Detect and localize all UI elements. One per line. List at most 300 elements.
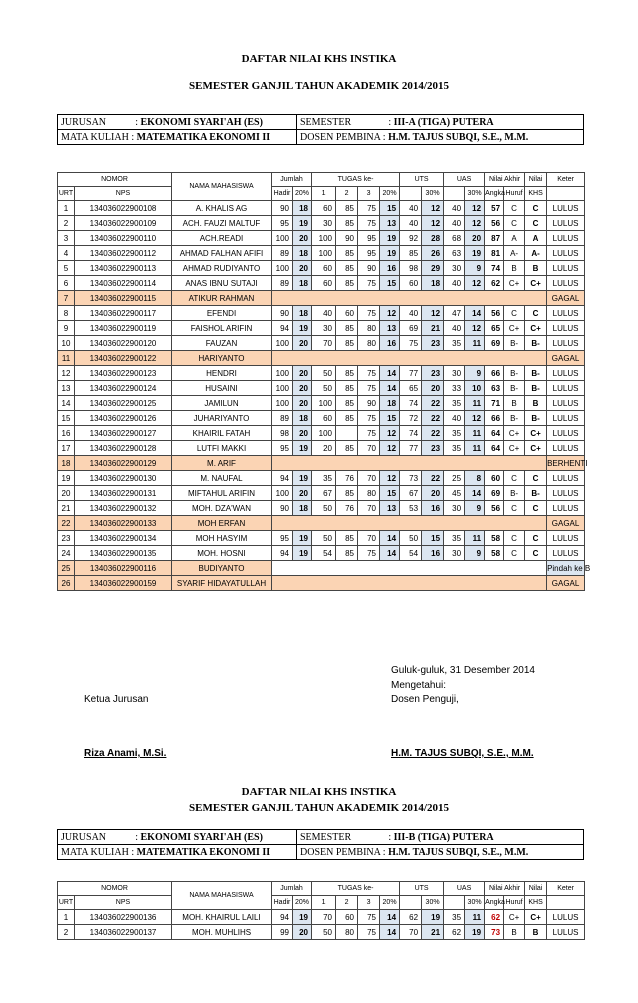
cell-uas-pct: 14 bbox=[465, 306, 485, 321]
cell-nps: 134036022900130 bbox=[75, 471, 172, 486]
cell-urt: 1 bbox=[58, 910, 75, 925]
cell-name: JUHARIYANTO bbox=[172, 411, 272, 426]
cell-name: JAMILUN bbox=[172, 396, 272, 411]
header-row-2 bbox=[58, 187, 585, 201]
mengetahui-label: Mengetahui: bbox=[391, 680, 447, 691]
semester-value: III-A (TIGA) PUTERA bbox=[393, 116, 494, 128]
cell-keterangan: LULUS bbox=[547, 201, 585, 216]
cell-huruf: C bbox=[504, 531, 525, 546]
cell-nps: 134036022900125 bbox=[75, 396, 172, 411]
cell-uas: 63 bbox=[444, 246, 465, 261]
cell-khs: B- bbox=[525, 486, 547, 501]
table-row bbox=[58, 910, 585, 925]
cell-tugas-pct: 15 bbox=[380, 276, 400, 291]
cell-tugas-2: 80 bbox=[336, 925, 358, 940]
cell-uts: 85 bbox=[400, 246, 422, 261]
cell-empty bbox=[272, 516, 547, 531]
cell-tugas-pct: 14 bbox=[380, 366, 400, 381]
cell-nps: 134036022900120 bbox=[75, 336, 172, 351]
cell-tugas-3: 80 bbox=[358, 336, 380, 351]
cell-nps: 134036022900115 bbox=[75, 291, 172, 306]
cell-uts: 77 bbox=[400, 366, 422, 381]
cell-name: A. KHALIS AG bbox=[172, 201, 272, 216]
cell-nps: 134036022900159 bbox=[75, 576, 172, 591]
cell-tugas-2: 85 bbox=[336, 441, 358, 456]
cell-khs: C+ bbox=[525, 426, 547, 441]
cell-keterangan: LULUS bbox=[547, 246, 585, 261]
cell-name: M. NAUFAL bbox=[172, 471, 272, 486]
cell-uts-pct: 20 bbox=[422, 486, 444, 501]
col-tugas-1: 1 bbox=[312, 187, 336, 201]
col-uts: UTS bbox=[400, 882, 444, 896]
table-row bbox=[58, 576, 585, 591]
cell-uas: 35 bbox=[444, 336, 465, 351]
cell-hadir: 95 bbox=[272, 441, 293, 456]
cell-angka: 66 bbox=[485, 366, 504, 381]
cell-uas-pct: 12 bbox=[465, 321, 485, 336]
cell-urt: 17 bbox=[58, 441, 75, 456]
table-row bbox=[58, 351, 585, 366]
cell-tugas-2: 76 bbox=[336, 501, 358, 516]
cell-urt: 8 bbox=[58, 306, 75, 321]
cell-tugas-pct: 16 bbox=[380, 336, 400, 351]
cell-khs: C bbox=[525, 216, 547, 231]
cell-angka: 64 bbox=[485, 426, 504, 441]
semester-value-b: III-B (TIGA) PUTERA bbox=[393, 831, 494, 843]
cell-khs: C+ bbox=[525, 276, 547, 291]
cell-angka: 66 bbox=[485, 411, 504, 426]
col-nomor: NOMOR bbox=[58, 173, 172, 187]
cell-name: AHMAD RUDIYANTO bbox=[172, 261, 272, 276]
cell-uas: 30 bbox=[444, 366, 465, 381]
cell-uts-pct: 21 bbox=[422, 321, 444, 336]
cell-tugas-1: 40 bbox=[312, 306, 336, 321]
table-row bbox=[58, 321, 585, 336]
cell-uas: 35 bbox=[444, 426, 465, 441]
cell-uts-pct: 16 bbox=[422, 546, 444, 561]
cell-tugas-1: 60 bbox=[312, 276, 336, 291]
cell-nps: 134036022900119 bbox=[75, 321, 172, 336]
cell-tugas-3: 95 bbox=[358, 231, 380, 246]
cell-huruf: C+ bbox=[504, 910, 525, 925]
cell-keterangan: GAGAL bbox=[547, 516, 585, 531]
cell-uts: 40 bbox=[400, 201, 422, 216]
cell-uts-pct: 16 bbox=[422, 501, 444, 516]
cell-huruf: C bbox=[504, 201, 525, 216]
cell-hadir: 100 bbox=[272, 231, 293, 246]
cell-uas-pct: 10 bbox=[465, 381, 485, 396]
cell-urt: 9 bbox=[58, 321, 75, 336]
cell-keterangan: LULUS bbox=[547, 216, 585, 231]
cell-huruf: C bbox=[504, 546, 525, 561]
cell-tugas-3: 75 bbox=[358, 201, 380, 216]
cell-tugas-3: 70 bbox=[358, 501, 380, 516]
cell-uts-pct: 22 bbox=[422, 396, 444, 411]
cell-name: MIFTAHUL ARIFIN bbox=[172, 486, 272, 501]
col-keterangan bbox=[547, 896, 585, 910]
table-row bbox=[58, 925, 585, 940]
ketua-jurusan-label: Ketua Jurusan bbox=[84, 694, 149, 705]
cell-name: ACH.READI bbox=[172, 231, 272, 246]
cell-name: SYARIF HIDAYATULLAH bbox=[172, 576, 272, 591]
cell-uts-pct: 29 bbox=[422, 261, 444, 276]
cell-tugas-1: 50 bbox=[312, 381, 336, 396]
cell-keterangan: LULUS bbox=[547, 231, 585, 246]
col-uas-pct: 30% bbox=[465, 187, 485, 201]
cell-name: ANAS IBNU SUTAJI bbox=[172, 276, 272, 291]
col-huruf: Huruf bbox=[504, 896, 525, 910]
cell-uts-pct: 22 bbox=[422, 426, 444, 441]
cell-urt: 2 bbox=[58, 216, 75, 231]
cell-tugas-2: 85 bbox=[336, 246, 358, 261]
penguji-name: H.M. TAJUS SUBQI, S.E., M.M. bbox=[391, 748, 534, 759]
cell-tugas-pct: 12 bbox=[380, 471, 400, 486]
cell-keterangan: LULUS bbox=[547, 531, 585, 546]
col-keter: Keter bbox=[547, 882, 585, 896]
cell-tugas-1: 20 bbox=[312, 441, 336, 456]
cell-uts: 60 bbox=[400, 276, 422, 291]
cell-huruf: C+ bbox=[504, 441, 525, 456]
cell-tugas-3: 70 bbox=[358, 471, 380, 486]
cell-hadir: 94 bbox=[272, 546, 293, 561]
cell-tugas-3: 70 bbox=[358, 531, 380, 546]
cell-keterangan: Pindah ke B bbox=[547, 561, 585, 576]
cell-tugas-pct: 14 bbox=[380, 531, 400, 546]
cell-nps: 134036022900113 bbox=[75, 261, 172, 276]
cell-khs: B bbox=[525, 261, 547, 276]
cell-empty bbox=[272, 561, 547, 576]
table-row bbox=[58, 261, 585, 276]
doc-title-2: DAFTAR NILAI KHS INSTIKA bbox=[241, 786, 397, 798]
table-row bbox=[58, 501, 585, 516]
table-row bbox=[58, 561, 585, 576]
cell-nps: 134036022900127 bbox=[75, 426, 172, 441]
cell-nps: 134036022900117 bbox=[75, 306, 172, 321]
cell-nps: 134036022900109 bbox=[75, 216, 172, 231]
cell-hadir: 100 bbox=[272, 381, 293, 396]
cell-tugas-3: 75 bbox=[358, 546, 380, 561]
cell-angka: 56 bbox=[485, 501, 504, 516]
cell-uts: 92 bbox=[400, 231, 422, 246]
col-nilai: Nilai bbox=[525, 173, 547, 187]
cell-nps: 134036022900129 bbox=[75, 456, 172, 471]
cell-keterangan: BERHENTI bbox=[547, 456, 585, 471]
cell-uas-pct: 12 bbox=[465, 216, 485, 231]
cell-uts: 74 bbox=[400, 396, 422, 411]
jurusan-cell-b: JURUSAN : EKONOMI SYARI'AH (ES) bbox=[58, 830, 297, 845]
cell-uts-pct: 22 bbox=[422, 411, 444, 426]
col-uts-score bbox=[400, 187, 422, 201]
cell-huruf: B bbox=[504, 261, 525, 276]
cell-hadir-pct: 19 bbox=[293, 216, 312, 231]
cell-tugas-3: 75 bbox=[358, 381, 380, 396]
cell-uts-pct: 19 bbox=[422, 910, 444, 925]
cell-huruf: A bbox=[504, 231, 525, 246]
cell-uas: 45 bbox=[444, 486, 465, 501]
cell-tugas-1: 30 bbox=[312, 216, 336, 231]
cell-huruf: B- bbox=[504, 366, 525, 381]
cell-tugas-2: 85 bbox=[336, 531, 358, 546]
cell-nps: 134036022900133 bbox=[75, 516, 172, 531]
cell-keterangan: LULUS bbox=[547, 306, 585, 321]
col-khs: KHS bbox=[525, 187, 547, 201]
cell-name: EFENDI bbox=[172, 306, 272, 321]
cell-tugas-2: 85 bbox=[336, 276, 358, 291]
cell-uas: 35 bbox=[444, 531, 465, 546]
cell-urt: 7 bbox=[58, 291, 75, 306]
col-nps: NPS bbox=[75, 187, 172, 201]
cell-hadir: 98 bbox=[272, 426, 293, 441]
cell-hadir: 89 bbox=[272, 246, 293, 261]
info-table-a bbox=[57, 114, 584, 145]
cell-urt: 5 bbox=[58, 261, 75, 276]
col-uts: UTS bbox=[400, 173, 444, 187]
cell-tugas-1: 67 bbox=[312, 486, 336, 501]
doc-subtitle: SEMESTER GANJIL TAHUN AKADEMIK 2014/2015 bbox=[189, 80, 449, 92]
cell-tugas-pct: 14 bbox=[380, 381, 400, 396]
cell-uas-pct: 9 bbox=[465, 546, 485, 561]
cell-hadir-pct: 20 bbox=[293, 396, 312, 411]
col-khs: KHS bbox=[525, 896, 547, 910]
col-hadir: Hadir bbox=[272, 896, 293, 910]
table-row bbox=[58, 441, 585, 456]
col-uas: UAS bbox=[444, 173, 485, 187]
cell-name: ATIKUR RAHMAN bbox=[172, 291, 272, 306]
cell-uas-pct: 19 bbox=[465, 925, 485, 940]
cell-hadir-pct: 20 bbox=[293, 381, 312, 396]
cell-hadir-pct: 19 bbox=[293, 441, 312, 456]
cell-uas: 35 bbox=[444, 910, 465, 925]
cell-nps: 134036022900137 bbox=[75, 925, 172, 940]
cell-uas-pct: 9 bbox=[465, 501, 485, 516]
cell-hadir: 94 bbox=[272, 321, 293, 336]
cell-hadir-pct: 18 bbox=[293, 201, 312, 216]
cell-angka: 58 bbox=[485, 546, 504, 561]
cell-hadir-pct: 18 bbox=[293, 246, 312, 261]
semester-cell-b: SEMESTER : III-B (TIGA) PUTERA bbox=[297, 830, 584, 845]
cell-tugas-3: 95 bbox=[358, 246, 380, 261]
cell-urt: 25 bbox=[58, 561, 75, 576]
table-row bbox=[58, 246, 585, 261]
cell-hadir-pct: 19 bbox=[293, 546, 312, 561]
cell-tugas-3: 80 bbox=[358, 486, 380, 501]
col-keterangan bbox=[547, 187, 585, 201]
cell-hadir-pct: 20 bbox=[293, 486, 312, 501]
cell-uas: 40 bbox=[444, 411, 465, 426]
cell-angka: 56 bbox=[485, 216, 504, 231]
cell-name: AHMAD FALHAN AFIFI bbox=[172, 246, 272, 261]
cell-uas-pct: 12 bbox=[465, 411, 485, 426]
cell-uas-pct: 14 bbox=[465, 486, 485, 501]
cell-huruf: C+ bbox=[504, 426, 525, 441]
cell-angka: 87 bbox=[485, 231, 504, 246]
cell-khs: C+ bbox=[525, 441, 547, 456]
cell-huruf: A- bbox=[504, 246, 525, 261]
cell-nps: 134036022900123 bbox=[75, 366, 172, 381]
cell-uas: 35 bbox=[444, 441, 465, 456]
cell-tugas-3: 75 bbox=[358, 216, 380, 231]
cell-uts: 72 bbox=[400, 411, 422, 426]
dosen-cell-b: DOSEN PEMBINA : H.M. TAJUS SUBQI, S.E., M.M. bbox=[297, 845, 584, 860]
table-row bbox=[58, 201, 585, 216]
cell-tugas-1: 35 bbox=[312, 471, 336, 486]
cell-angka: 65 bbox=[485, 321, 504, 336]
table-row bbox=[58, 381, 585, 396]
dosen-value: H.M. TAJUS SUBQI, S.E., M.M. bbox=[388, 131, 529, 143]
cell-khs: C bbox=[525, 531, 547, 546]
cell-hadir: 100 bbox=[272, 486, 293, 501]
jurusan-value-b: EKONOMI SYARI'AH (ES) bbox=[140, 831, 263, 843]
col-nilai-akhir: Nilai Akhir bbox=[485, 882, 525, 896]
cell-tugas-pct: 12 bbox=[380, 306, 400, 321]
cell-hadir-pct: 20 bbox=[293, 925, 312, 940]
cell-hadir: 94 bbox=[272, 471, 293, 486]
mata-kuliah-cell-b: MATA KULIAH : MATEMATIKA EKONOMI II bbox=[58, 845, 297, 860]
cell-uts-pct: 23 bbox=[422, 366, 444, 381]
cell-uts: 65 bbox=[400, 381, 422, 396]
cell-uas: 30 bbox=[444, 501, 465, 516]
cell-khs: C bbox=[525, 201, 547, 216]
cell-angka: 73 bbox=[485, 925, 504, 940]
col-uas: UAS bbox=[444, 882, 485, 896]
cell-uts: 62 bbox=[400, 910, 422, 925]
cell-tugas-1: 50 bbox=[312, 925, 336, 940]
table-row bbox=[58, 276, 585, 291]
cell-tugas-pct: 14 bbox=[380, 546, 400, 561]
cell-tugas-3: 75 bbox=[358, 306, 380, 321]
cell-huruf: C bbox=[504, 306, 525, 321]
cell-tugas-2: 85 bbox=[336, 396, 358, 411]
cell-huruf: B- bbox=[504, 411, 525, 426]
cell-uts-pct: 28 bbox=[422, 231, 444, 246]
cell-hadir-pct: 19 bbox=[293, 471, 312, 486]
cell-urt: 16 bbox=[58, 426, 75, 441]
cell-uas: 30 bbox=[444, 546, 465, 561]
cell-tugas-1: 100 bbox=[312, 426, 336, 441]
cell-urt: 24 bbox=[58, 546, 75, 561]
cell-uts-pct: 18 bbox=[422, 276, 444, 291]
cell-khs: C+ bbox=[525, 910, 547, 925]
cell-keterangan: LULUS bbox=[547, 336, 585, 351]
cell-urt: 26 bbox=[58, 576, 75, 591]
cell-tugas-3: 75 bbox=[358, 276, 380, 291]
col-tugas: TUGAS ke- bbox=[312, 173, 400, 187]
cell-uas-pct: 11 bbox=[465, 910, 485, 925]
col-jumlah: Jumlah bbox=[272, 173, 312, 187]
col-nama: NAMA MAHASISWA bbox=[172, 173, 272, 201]
cell-urt: 11 bbox=[58, 351, 75, 366]
cell-keterangan: LULUS bbox=[547, 381, 585, 396]
cell-uas-pct: 11 bbox=[465, 336, 485, 351]
cell-tugas-2: 85 bbox=[336, 366, 358, 381]
cell-uts-pct: 22 bbox=[422, 471, 444, 486]
cell-uts: 40 bbox=[400, 306, 422, 321]
cell-tugas-1: 100 bbox=[312, 231, 336, 246]
col-hadir-pct: 20% bbox=[293, 896, 312, 910]
col-urt: URT bbox=[58, 896, 75, 910]
cell-urt: 13 bbox=[58, 381, 75, 396]
cell-hadir: 94 bbox=[272, 910, 293, 925]
cell-hadir: 90 bbox=[272, 306, 293, 321]
cell-uts-pct: 15 bbox=[422, 531, 444, 546]
cell-uas-pct: 12 bbox=[465, 276, 485, 291]
jurusan-value: EKONOMI SYARI'AH (ES) bbox=[140, 116, 263, 128]
cell-tugas-1: 60 bbox=[312, 201, 336, 216]
cell-uas: 33 bbox=[444, 381, 465, 396]
cell-tugas-3: 90 bbox=[358, 261, 380, 276]
cell-name: FAUZAN bbox=[172, 336, 272, 351]
cell-urt: 21 bbox=[58, 501, 75, 516]
cell-khs: B- bbox=[525, 336, 547, 351]
cell-empty bbox=[272, 351, 547, 366]
cell-huruf: C bbox=[504, 471, 525, 486]
cell-name: HUSAINI bbox=[172, 381, 272, 396]
cell-nps: 134036022900108 bbox=[75, 201, 172, 216]
cell-tugas-2: 85 bbox=[336, 411, 358, 426]
cell-tugas-1: 60 bbox=[312, 261, 336, 276]
cell-urt: 22 bbox=[58, 516, 75, 531]
col-tugas-pct: 20% bbox=[380, 187, 400, 201]
cell-urt: 2 bbox=[58, 925, 75, 940]
cell-hadir-pct: 20 bbox=[293, 231, 312, 246]
cell-tugas-pct: 14 bbox=[380, 910, 400, 925]
cell-tugas-1: 100 bbox=[312, 246, 336, 261]
cell-tugas-2: 60 bbox=[336, 306, 358, 321]
cell-uas: 40 bbox=[444, 321, 465, 336]
dosen-cell: DOSEN PEMBINA : H.M. TAJUS SUBQI, S.E., M.M. bbox=[297, 130, 584, 145]
cell-hadir-pct: 19 bbox=[293, 531, 312, 546]
table-row bbox=[58, 231, 585, 246]
cell-tugas-2: 76 bbox=[336, 471, 358, 486]
cell-nps: 134036022900114 bbox=[75, 276, 172, 291]
cell-urt: 3 bbox=[58, 231, 75, 246]
col-jumlah: Jumlah bbox=[272, 882, 312, 896]
cell-keterangan: LULUS bbox=[547, 366, 585, 381]
cell-nps: 134036022900126 bbox=[75, 411, 172, 426]
cell-hadir: 90 bbox=[272, 501, 293, 516]
cell-tugas-1: 54 bbox=[312, 546, 336, 561]
cell-urt: 15 bbox=[58, 411, 75, 426]
cell-tugas-3: 90 bbox=[358, 396, 380, 411]
cell-tugas-1: 100 bbox=[312, 396, 336, 411]
col-uts-pct: 30% bbox=[422, 896, 444, 910]
header-row-2 bbox=[58, 896, 585, 910]
col-huruf: Huruf bbox=[504, 187, 525, 201]
cell-keterangan: GAGAL bbox=[547, 576, 585, 591]
col-angka: Angka bbox=[485, 896, 504, 910]
cell-khs: C bbox=[525, 501, 547, 516]
cell-tugas-pct: 15 bbox=[380, 486, 400, 501]
cell-uts: 54 bbox=[400, 546, 422, 561]
cell-uts-pct: 23 bbox=[422, 336, 444, 351]
cell-hadir-pct: 19 bbox=[293, 910, 312, 925]
cell-name: BUDIYANTO bbox=[172, 561, 272, 576]
cell-hadir: 95 bbox=[272, 531, 293, 546]
cell-uas-pct: 20 bbox=[465, 231, 485, 246]
cell-khs: C bbox=[525, 306, 547, 321]
cell-empty bbox=[272, 291, 547, 306]
cell-hadir-pct: 19 bbox=[293, 321, 312, 336]
cell-huruf: B- bbox=[504, 486, 525, 501]
table-row bbox=[58, 546, 585, 561]
table-row bbox=[58, 291, 585, 306]
col-nps: NPS bbox=[75, 896, 172, 910]
cell-hadir: 89 bbox=[272, 276, 293, 291]
place-date: Guluk-guluk, 31 Desember 2014 bbox=[391, 665, 535, 676]
cell-tugas-3: 75 bbox=[358, 411, 380, 426]
cell-tugas-pct: 15 bbox=[380, 201, 400, 216]
cell-tugas-3: 75 bbox=[358, 910, 380, 925]
